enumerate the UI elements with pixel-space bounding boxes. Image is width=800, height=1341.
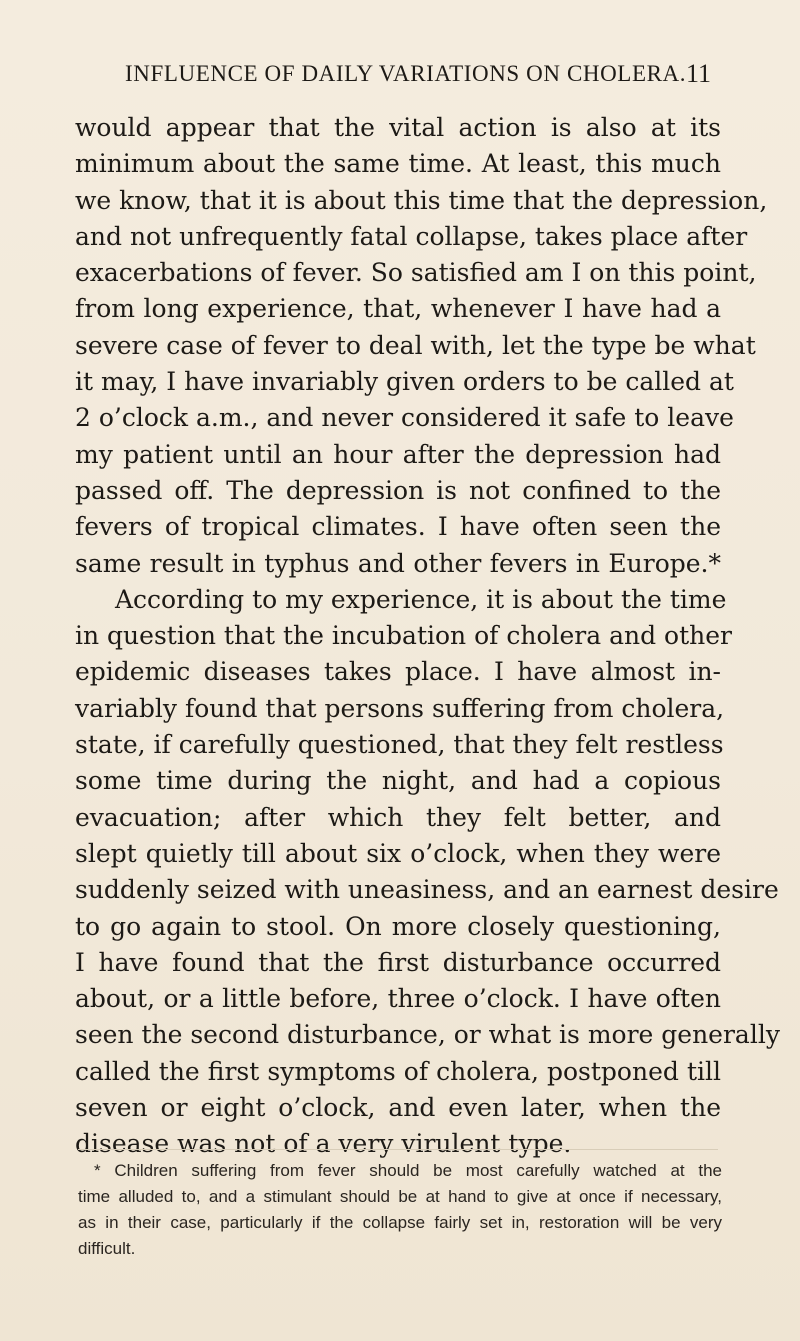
footnote-line: difficult. [78,1239,136,1258]
text-line: suddenly seized with uneasiness, and an earnest desire [75,875,779,905]
text-line: evacuation; after which they felt better, and [75,802,721,832]
text-line: it may, I have invariably given orders to be called at [75,367,734,397]
footnote-line: time alluded to, and a stimulant should be at hand to give at once if necessary, [78,1187,722,1206]
text-line: called the first symptoms of cholera, postponed till [75,1056,721,1086]
text-line: about, or a little before, three o’clock. I have often [75,984,721,1014]
page-header [125,58,711,90]
text-line: passed off. The depression is not confined to the [75,475,721,505]
text-line: severe case of fever to deal with, let the type be what [75,330,756,360]
page-number: 11 [685,59,711,88]
text-line: would appear that the vital action is also at its [75,113,721,142]
text-line: some time during the night, and had a copious [75,766,721,796]
footnote-line: * Children suffering from fever should be most carefully watched at the [94,1161,722,1180]
text-line: to go again to stool. On more closely questioning, [75,911,721,941]
text-line: minimum about the same time. At least, this much [75,149,721,179]
text-line: we know, that it is about this time that the depression, [75,185,768,215]
text-line: variably found that persons suffering from cholera, [75,693,725,723]
text-line: in question that the incubation of cholera and other [75,621,732,651]
text-line: slept quietly till about six o’clock, when they were [75,838,721,868]
footnote [78,1158,722,1262]
footnote-divider [78,1149,718,1150]
text-line: fevers of tropical climates. I have often seen the [75,512,721,542]
body-text [75,110,780,1163]
text-line: state, if carefully questioned, that they felt restless [75,730,724,760]
text-line: disease was not of a very virulent type. [75,1129,572,1159]
text-line: same result in typhus and other fevers in Europe.* [75,548,721,578]
text-line: my patient until an hour after the depression had [75,439,721,469]
footnote-line: as in their case, particularly if the collapse fairly set in, restoration will be very [78,1213,722,1232]
text-line: epidemic diseases takes place. I have almost in- [75,657,721,687]
text-line: exacerbations of fever. So satisfied am I on this point, [75,258,757,288]
text-line: I have found that the first disturbance occurred [75,947,721,977]
text-line: seven or eight o’clock, and even later, when the [75,1093,721,1123]
text-line: and not unfrequently fatal collapse, takes place after [75,221,748,251]
text-line: 2 o’clock a.m., and never considered it safe to leave [75,403,734,433]
text-line: seen the second disturbance, or what is more generally [75,1020,780,1050]
paragraph-first-line: According to my experience, it is about the time [115,584,727,614]
text-line: from long experience, that, whenever I have had a [75,294,721,324]
running-title: INFLUENCE OF DAILY VARIATIONS ON CHOLERA. [125,61,687,86]
